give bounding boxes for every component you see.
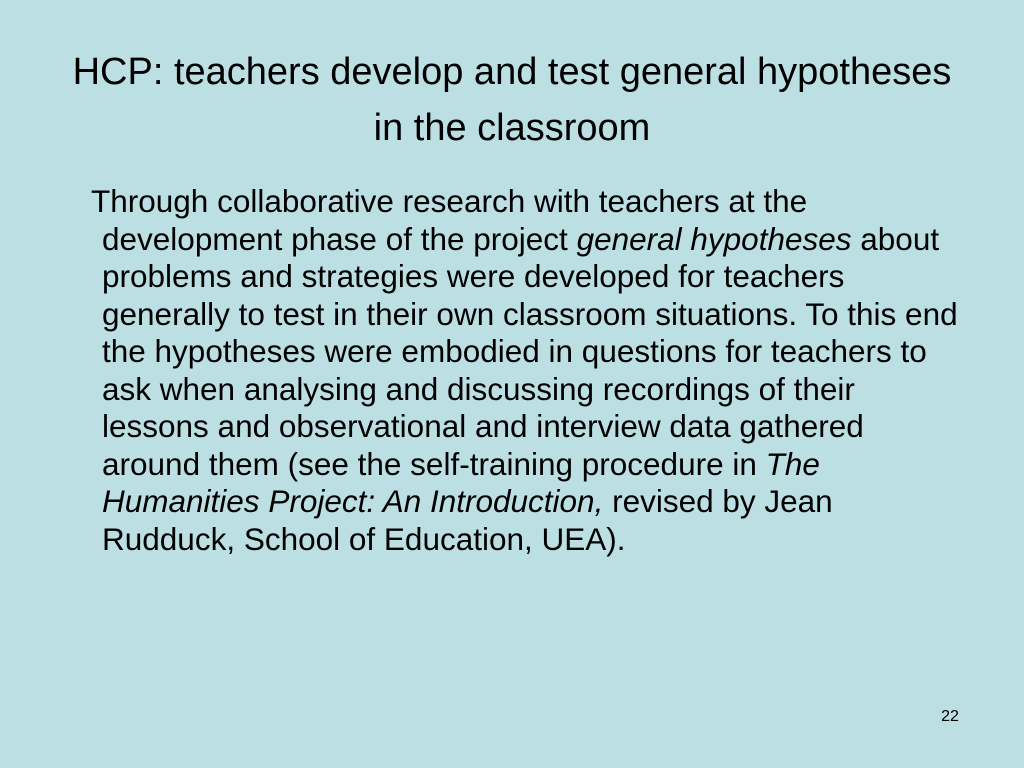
body-text-part-1: Through collaborative research with teachers at the development phase of the project (91, 183, 808, 257)
body-text-part-2: about problems and strategies were developed for teachers generally to test in their own classroom situations. To this end the hypotheses were embodied in questions for teachers to ask when analysing and discussing recordings of their lessons and observational and interview data gathered around them (see the self-training procedure in (102, 220, 958, 482)
slide-body-paragraph (91, 183, 970, 558)
body-italic-book-title: The Humanities Project: An Introduction, (102, 445, 820, 519)
slide-title: HCP: teachers develop and test general hypotheses in the classroom (72, 51, 952, 149)
body-italic-general-hypotheses: general hypotheses (576, 220, 852, 257)
body-text-part-3: revised by Jean Rudduck, School of Education, UEA). (102, 483, 833, 557)
page-number: 22 (941, 708, 959, 725)
